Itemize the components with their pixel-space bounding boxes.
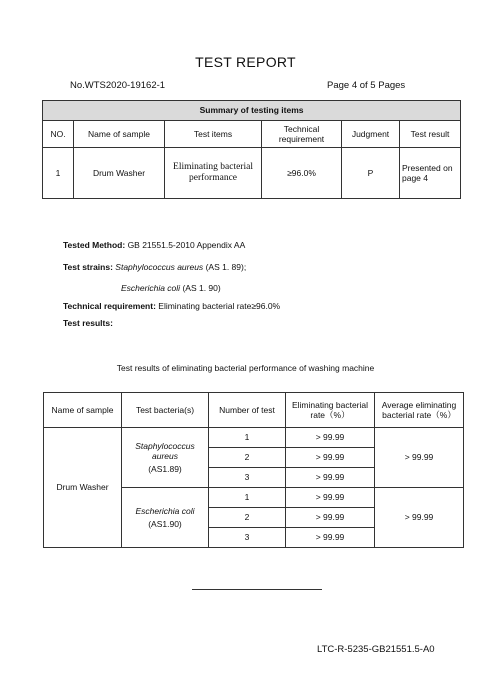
bacteria-name: Staphylococcus aureus [135,440,195,461]
results-header-row [44,393,464,428]
table-row [43,148,461,199]
test-results-line [63,318,113,328]
column-header: Eliminating bacterial rate（%） [286,393,375,428]
cell-result: Presented on page 4 [400,148,461,199]
test-strain2-line [121,283,221,293]
page-number: Page 4 of 5 Pages [327,80,406,91]
bacteria-code: (AS1.89) [148,464,182,475]
technical-requirement-value: Eliminating bacterial rate≥96.0% [158,301,281,311]
cell-judgment: P [342,148,400,199]
cell-rate: > 99.99 [286,488,375,508]
cell-test-number: 2 [209,448,286,468]
cell-rate: > 99.99 [286,508,375,528]
cell-test-items: Eliminating bacterial performance [165,148,262,199]
bacteria-name: Escherichia coli [135,505,195,516]
results-table-caption: Test results of eliminating bacterial performance of washing machine [116,363,375,373]
tested-method-value: GB 21551.5-2010 Appendix AA [127,240,246,250]
results-table [43,392,464,548]
summary-caption: Summary of testing items [43,101,461,121]
signature-line [192,589,322,590]
tested-method-line [63,240,245,250]
column-header: Name of sample [44,393,122,428]
summary-header-row [43,121,461,148]
cell-test-number: 1 [209,488,286,508]
technical-requirement-label: Technical requirement: [63,301,156,311]
table-row [44,428,464,448]
cell-test-number: 2 [209,508,286,528]
cell-sample: Drum Washer [44,428,122,548]
column-header: Test result [400,121,461,148]
cell-sample: Drum Washer [74,148,165,199]
column-header: Test bacteria(s) [122,393,209,428]
cell-bacteria [122,488,209,548]
document-code: LTC-R-5235-GB21551.5-A0 [317,644,435,655]
column-header: Technical requirement [262,121,342,148]
cell-rate: > 99.99 [286,428,375,448]
cell-average: > 99.99 [375,488,464,548]
cell-no: 1 [43,148,74,199]
cell-rate: > 99.99 [286,468,375,488]
page-title: TEST REPORT [195,54,296,70]
cell-test-number: 3 [209,528,286,548]
cell-rate: > 99.99 [286,448,375,468]
tested-method-label: Tested Method: [63,240,126,250]
cell-rate: > 99.99 [286,528,375,548]
cell-test-number: 1 [209,428,286,448]
cell-requirement: ≥96.0% [262,148,342,199]
test-results-label: Test results: [63,318,113,328]
cell-average: > 99.99 [375,428,464,488]
strain1-name: Staphylococcus aureus [115,262,204,272]
bacteria-code: (AS1.90) [148,519,182,529]
strain1-code: (AS 1. 89); [205,262,247,272]
column-header: Average eliminating bacterial rate（%） [375,393,464,428]
strain2-code: (AS 1. 90) [182,283,221,293]
column-header: Test items [165,121,262,148]
report-number: No.WTS2020-19162-1 [70,80,166,91]
strain2-name: Escherichia coli [121,283,181,293]
summary-table [42,100,461,199]
cell-test-number: 3 [209,468,286,488]
summary-caption-row [43,101,461,121]
column-header: Name of sample [74,121,165,148]
column-header: NO. [43,121,74,148]
column-header: Judgment [342,121,400,148]
test-strains-line [63,262,246,272]
cell-bacteria [122,428,209,488]
test-strains-label: Test strains: [63,262,113,272]
technical-requirement-line [63,301,280,311]
column-header: Number of test [209,393,286,428]
